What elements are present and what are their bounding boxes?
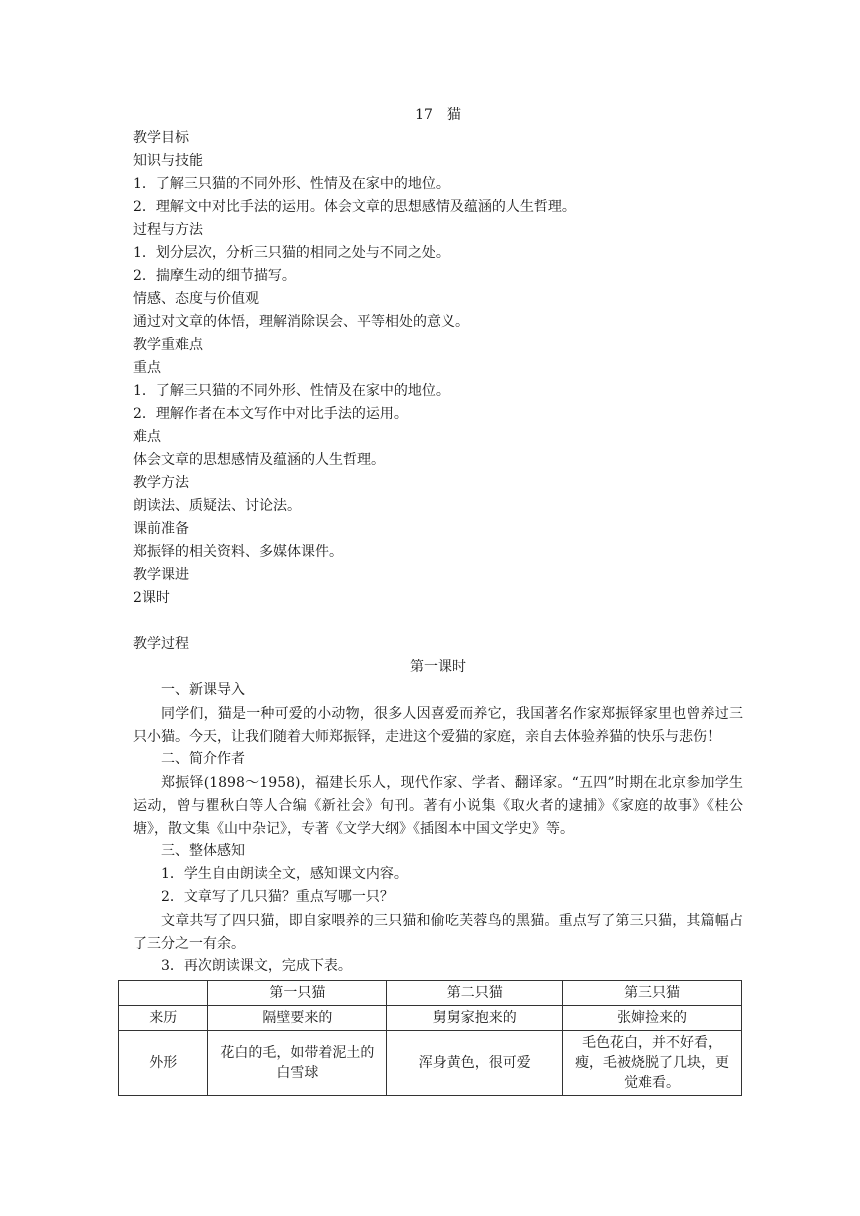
difficult-point-line: 体会文章的思想感情及蕴涵的人生哲理。 — [133, 452, 385, 468]
preparation-line: 郑振铎的相关资料、多媒体课件。 — [133, 544, 343, 560]
subheading-emotion: 情感、态度与价值观 — [133, 291, 259, 307]
objective-line: 2．揣摩生动的细节描写。 — [133, 268, 296, 284]
table-cell: 舅舅家抱来的 — [387, 1006, 563, 1031]
section-heading: 三、整体感知 — [161, 843, 245, 859]
subheading-difficult: 难点 — [133, 429, 161, 445]
table-header-cell: 第一只猫 — [208, 981, 387, 1006]
key-point-line: 1．了解三只猫的不同外形、性情及在家中的地位。 — [133, 383, 450, 399]
heading-methods: 教学方法 — [133, 475, 189, 491]
task-item: 1．学生自由朗读全文，感知课文内容。 — [161, 866, 408, 882]
subheading-process: 过程与方法 — [133, 222, 203, 238]
table-header-cell — [119, 981, 208, 1006]
subheading-key: 重点 — [133, 360, 161, 376]
heading-objectives: 教学目标 — [133, 130, 189, 146]
heading-process: 教学过程 — [133, 636, 189, 652]
table-cell: 毛色花白，并不好看，瘦，毛被烧脱了几块，更觉难看。 — [563, 1031, 742, 1096]
task-item: 3．再次朗读课文，完成下表。 — [161, 958, 352, 974]
table-row — [119, 1006, 742, 1031]
section-heading: 二、简介作者 — [161, 751, 245, 767]
document-title: 17 猫 — [415, 107, 461, 123]
intro-paragraph: 同学们，猫是一种可爱的小动物，很多人因喜爱而养它，我国著名作家郑振铎家里也曾养过三只小猫。今天，让我们随着大师郑振铎，走进这个爱猫的家庭，亲自去体验养猫的快乐与悲伤！ — [133, 706, 743, 745]
objective-line: 1．了解三只猫的不同外形、性情及在家中的地位。 — [133, 176, 450, 192]
section-heading: 一、新课导入 — [161, 682, 245, 698]
table-row — [119, 1031, 742, 1096]
table-cell: 隔壁要来的 — [208, 1006, 387, 1031]
key-point-line: 2．理解作者在本文写作中对比手法的运用。 — [133, 406, 408, 422]
objective-line: 1．划分层次，分析三只猫的相同之处与不同之处。 — [133, 245, 450, 261]
table-header-cell: 第三只猫 — [563, 981, 742, 1006]
objective-line: 通过对文章的体悟，理解消除误会、平等相处的意义。 — [133, 314, 469, 330]
answer-paragraph: 文章共写了四只猫，即自家喂养的三只猫和偷吃芙蓉鸟的黑猫。重点写了第三只猫，其篇幅占了三分之一有余。 — [133, 913, 743, 952]
heading-schedule: 教学课进 — [133, 567, 189, 583]
methods-line: 朗读法、质疑法、讨论法。 — [133, 498, 301, 514]
heading-preparation: 课前准备 — [133, 521, 189, 537]
subheading-knowledge: 知识与技能 — [133, 153, 203, 169]
schedule-line: 2课时 — [133, 590, 170, 606]
author-paragraph: 郑振铎(1898～1958)，福建长乐人，现代作家、学者、翻译家。“五四”时期在北京参加学生运动，曾与瞿秋白等人合编《新社会》旬刊。著有小说集《取火者的逮捕》《家庭的故事》《桂公塘》，散文集《山中杂记》，专著《文学大纲》《插图本中国文学史》等。 — [133, 775, 743, 837]
table-cell: 张婶捡来的 — [563, 1006, 742, 1031]
lesson-heading: 第一课时 — [410, 659, 466, 675]
table-header-cell: 第二只猫 — [387, 981, 563, 1006]
heading-key-points: 教学重难点 — [133, 337, 203, 353]
task-item: 2．文章写了几只猫？重点写哪一只？ — [161, 889, 394, 905]
table-cell: 花白的毛，如带着泥土的白雪球 — [208, 1031, 387, 1096]
table-cell: 外形 — [119, 1031, 208, 1096]
table-header-row — [119, 981, 742, 1006]
table-cell: 来历 — [119, 1006, 208, 1031]
table-cell: 浑身黄色，很可爱 — [387, 1031, 563, 1096]
cats-comparison-table — [118, 980, 742, 1096]
objective-line: 2．理解文中对比手法的运用。体会文章的思想感情及蕴涵的人生哲理。 — [133, 199, 576, 215]
